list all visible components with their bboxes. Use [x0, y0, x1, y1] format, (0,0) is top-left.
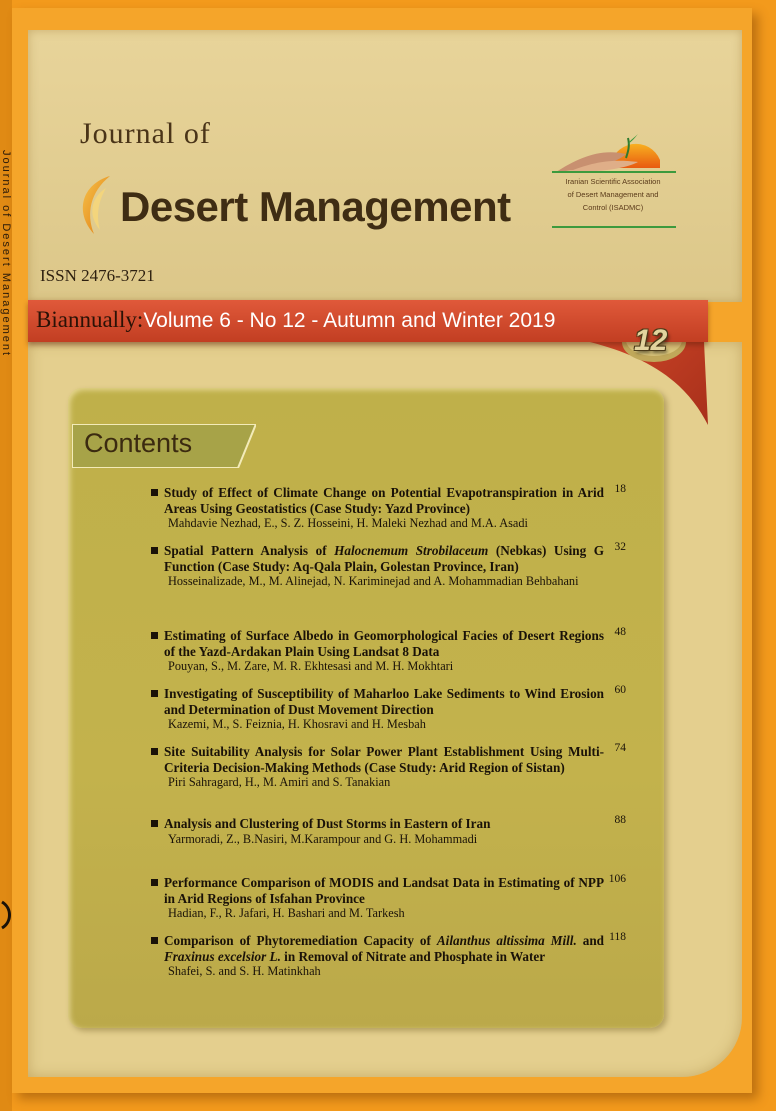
toc-item-title: Analysis and Clustering of Dust Storms in Eastern of Iran [150, 816, 650, 832]
issue-banner-text [36, 307, 555, 333]
toc-item-8[interactable] [150, 933, 650, 978]
toc-item-page: 118 [609, 931, 626, 943]
toc-item-title [150, 543, 650, 574]
spine-curl-icon [0, 900, 14, 930]
toc-item-4[interactable] [150, 686, 650, 731]
association-line-1: Iranian Scientific Association [565, 177, 661, 186]
issn: ISSN 2476-3721 [40, 266, 155, 285]
species-name: Halocnemum Strobilaceum [334, 543, 489, 558]
toc-item-5[interactable] [150, 744, 650, 789]
toc-item-title [150, 933, 650, 964]
toc-item-authors: Mahdavie Nezhad, E., S. Z. Hosseini, H. Maleki Nezhad and M.A. Asadi [168, 516, 528, 530]
toc-item-title: Performance Comparison of MODIS and Landsat Data in Estimating of NPP in Arid Regions of Isfahan Province [150, 875, 650, 906]
spine-text: Journal of Desert Management [0, 150, 12, 358]
toc-item-page: 88 [614, 814, 626, 826]
title-part: Spatial Pattern Analysis of [164, 543, 335, 558]
species-name: Ailanthus altissima Mill. [436, 933, 577, 948]
toc-item-page: 48 [614, 626, 626, 638]
toc-item-page: 106 [608, 873, 626, 885]
toc-item-title: Estimating of Surface Albedo in Geomorphological Facies of Desert Regions of the Yazd-Ardakan Plain Using Landsat 8 Data [150, 628, 650, 659]
toc-item-authors: Piri Sahragard, H., M. Amiri and S. Tanakian [168, 775, 391, 789]
species-name: Fraxinus excelsior L. [164, 948, 281, 964]
association-name [548, 172, 678, 214]
association-line-2: of Desert Management and [567, 190, 659, 199]
journal-of-text: Journal of [80, 117, 211, 150]
toc-item-page: 74 [614, 742, 626, 754]
toc-item-3[interactable] [150, 628, 650, 673]
association-line-3: Control (ISADMC) [582, 203, 644, 212]
toc-item-page: 60 [614, 684, 626, 696]
logo-divider-bottom [552, 226, 676, 228]
toc-item-page: 18 [614, 483, 626, 495]
title-part: in Removal of Nitrate and Phosphate in Water [280, 948, 546, 964]
toc-item-7[interactable] [150, 875, 650, 920]
toc-item-2[interactable] [150, 543, 650, 588]
toc-item-authors: Shafei, S. and S. H. Matinkhah [168, 964, 321, 978]
toc-item-authors: Hosseinalizade, M., M. Alinejad, N. Kariminejad and A. Mohammadian Behbahani [168, 574, 579, 588]
toc-item-6[interactable] [150, 816, 650, 846]
toc-item-title: Study of Effect of Climate Change on Potential Evapotranspiration in Arid Areas Using Geostatistics (Case Study: Yazd Province) [150, 485, 650, 516]
toc-item-page: 32 [614, 541, 626, 553]
toc-item-authors: Pouyan, S., M. Zare, M. R. Ekhtesasi and M. H. Mokhtari [168, 659, 454, 673]
title-part: and [576, 933, 604, 948]
toc-item-title: Site Suitability Analysis for Solar Power Plant Establishment Using Multi-Criteria Decision-Making Methods (Case Study: Arid Region of Sistan) [150, 744, 650, 775]
title-part: Comparison of Phytoremediation Capacity of [164, 933, 437, 948]
banner-lead: Biannually: [36, 307, 144, 332]
toc-item-authors: Yarmoradi, Z., B.Nasiri, M.Karampour and G. H. Mohammadi [168, 831, 478, 846]
title-part: (Nebkas) Using G Function (Case Study: Aq-Qala Plain, Golestan Province, Iran) [164, 543, 604, 574]
issue-number-badge: 12 [634, 324, 668, 357]
banner-volume: Volume 6 - No 12 - Autumn and Winter 2019 [143, 309, 556, 332]
toc-item-authors: Kazemi, M., S. Feiznia, H. Khosravi and H. Mesbah [168, 717, 426, 731]
contents-heading: Contents [84, 428, 193, 458]
toc-item-1[interactable] [150, 485, 650, 530]
journal-title: Desert Management [120, 183, 511, 230]
toc-item-title: Investigating of Susceptibility of Maharloo Lake Sediments to Wind Erosion and Determination of Dust Movement Direction [150, 686, 650, 717]
toc-item-authors: Hadian, F., R. Jafari, H. Bashari and M. Tarkesh [168, 906, 405, 920]
